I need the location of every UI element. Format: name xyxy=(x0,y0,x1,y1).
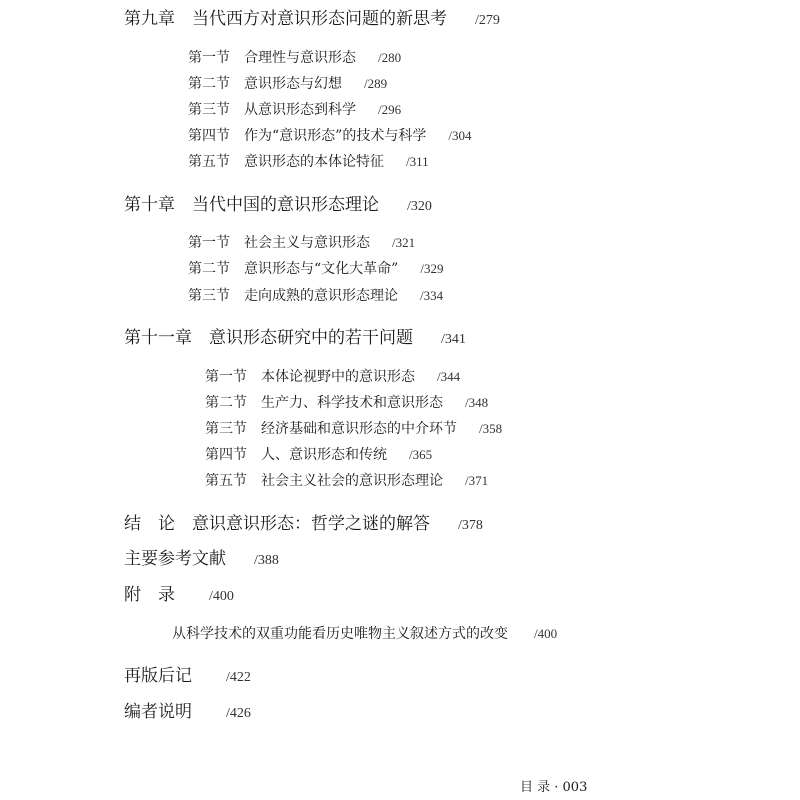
toc-editor-note xyxy=(124,704,251,721)
toc-page-number: /304 xyxy=(448,128,472,143)
toc-section-label: 第一节 xyxy=(205,369,247,385)
toc-section-title: 合理性与意识形态 xyxy=(244,50,356,66)
toc-page-number: /371 xyxy=(465,473,489,488)
toc-section xyxy=(188,155,429,169)
toc-section-title: 生产力、科学技术和意识形态 xyxy=(261,395,443,411)
toc-chapter-title: 再版后记 xyxy=(124,666,192,686)
toc-section-label: 第二节 xyxy=(188,76,230,92)
toc-page-number: /289 xyxy=(364,76,388,91)
toc-page-number: /280 xyxy=(378,50,402,65)
toc-page-number: /341 xyxy=(441,332,466,347)
toc-section-label: 第五节 xyxy=(188,154,230,170)
toc-chapter-title: 附 录 xyxy=(124,585,175,605)
toc-section xyxy=(205,448,432,462)
toc-postscript xyxy=(124,668,251,685)
toc-section-title: 从意识形态到科学 xyxy=(244,102,356,118)
toc-section-title: 人、意识形态和传统 xyxy=(261,447,387,463)
toc-page-number: /334 xyxy=(420,288,444,303)
toc-chapter-title: 第十章 当代中国的意识形态理论 xyxy=(124,195,379,215)
toc-page-number: /296 xyxy=(378,102,402,117)
toc-page-number: /311 xyxy=(406,154,429,169)
toc-page-number: /400 xyxy=(534,626,558,641)
toc-page-number: /378 xyxy=(458,518,483,533)
toc-section xyxy=(188,262,443,276)
toc-chapter-title: 第九章 当代西方对意识形态问题的新思考 xyxy=(124,9,447,29)
toc-page-number: /348 xyxy=(465,395,489,410)
toc-section-title: 意识形态与“文化大革命” xyxy=(244,261,399,277)
toc-section-label: 第二节 xyxy=(188,261,230,277)
toc-page-number: /358 xyxy=(479,421,503,436)
toc-chapter-10 xyxy=(124,197,432,214)
toc-conclusion xyxy=(124,516,483,533)
toc-section-title: 社会主义与意识形态 xyxy=(244,235,370,251)
toc-page-number: /365 xyxy=(409,447,433,462)
toc-section xyxy=(205,422,502,436)
toc-section-label: 第四节 xyxy=(188,128,230,144)
toc-section-title: 从科学技术的双重功能看历史唯物主义叙述方式的改变 xyxy=(172,626,508,642)
toc-chapter-title: 主要参考文献 xyxy=(124,549,226,569)
toc-page-number: /320 xyxy=(407,199,432,214)
toc-references xyxy=(124,551,279,568)
toc-section-label: 第一节 xyxy=(188,50,230,66)
toc-section-title: 意识形态的本体论特征 xyxy=(244,154,384,170)
toc-chapter-11 xyxy=(124,330,466,347)
toc-chapter-title: 结 论 意识意识形态：哲学之谜的解答 xyxy=(124,514,430,534)
toc-section xyxy=(205,370,460,384)
toc-section-title: 意识形态与幻想 xyxy=(244,76,342,92)
toc-page-number: /279 xyxy=(475,13,500,28)
toc-page-number: /426 xyxy=(226,706,251,721)
toc-section xyxy=(188,236,415,250)
toc-section xyxy=(188,129,471,143)
toc-section-label: 第三节 xyxy=(188,102,230,118)
toc-page-number: /344 xyxy=(437,369,461,384)
toc-page-number: /400 xyxy=(209,589,234,604)
toc-chapter-title: 编者说明 xyxy=(124,702,192,722)
toc-section xyxy=(188,51,401,65)
toc-section-title: 作为“意识形态”的技术与科学 xyxy=(244,128,427,144)
toc-section-label: 第三节 xyxy=(205,421,247,437)
toc-section xyxy=(188,289,443,303)
toc-page-number: /329 xyxy=(420,261,444,276)
toc-chapter-title: 第十一章 意识形态研究中的若干问题 xyxy=(124,328,413,348)
toc-appendix xyxy=(124,587,234,604)
toc-section-label: 第三节 xyxy=(188,288,230,304)
toc-chapter-9 xyxy=(124,11,500,28)
toc-section xyxy=(188,77,387,91)
page-footer: 目 录 · 003 xyxy=(520,780,588,795)
toc-page-number: /321 xyxy=(392,235,416,250)
toc-section-label: 第一节 xyxy=(188,235,230,251)
toc-section-label: 第五节 xyxy=(205,473,247,489)
toc-section xyxy=(188,103,401,117)
toc-section-title: 社会主义社会的意识形态理论 xyxy=(261,473,443,489)
toc-section-title: 经济基础和意识形态的中介环节 xyxy=(261,421,457,437)
toc-page-number: /422 xyxy=(226,670,251,685)
toc-section-title: 本体论视野中的意识形态 xyxy=(261,369,415,385)
toc-section-label: 第四节 xyxy=(205,447,247,463)
toc-section xyxy=(205,474,488,488)
toc-section-label: 第二节 xyxy=(205,395,247,411)
toc-section-title: 走向成熟的意识形态理论 xyxy=(244,288,398,304)
toc-appendix-item xyxy=(172,627,557,641)
toc-page-number: /388 xyxy=(254,553,279,568)
toc-section xyxy=(205,396,488,410)
